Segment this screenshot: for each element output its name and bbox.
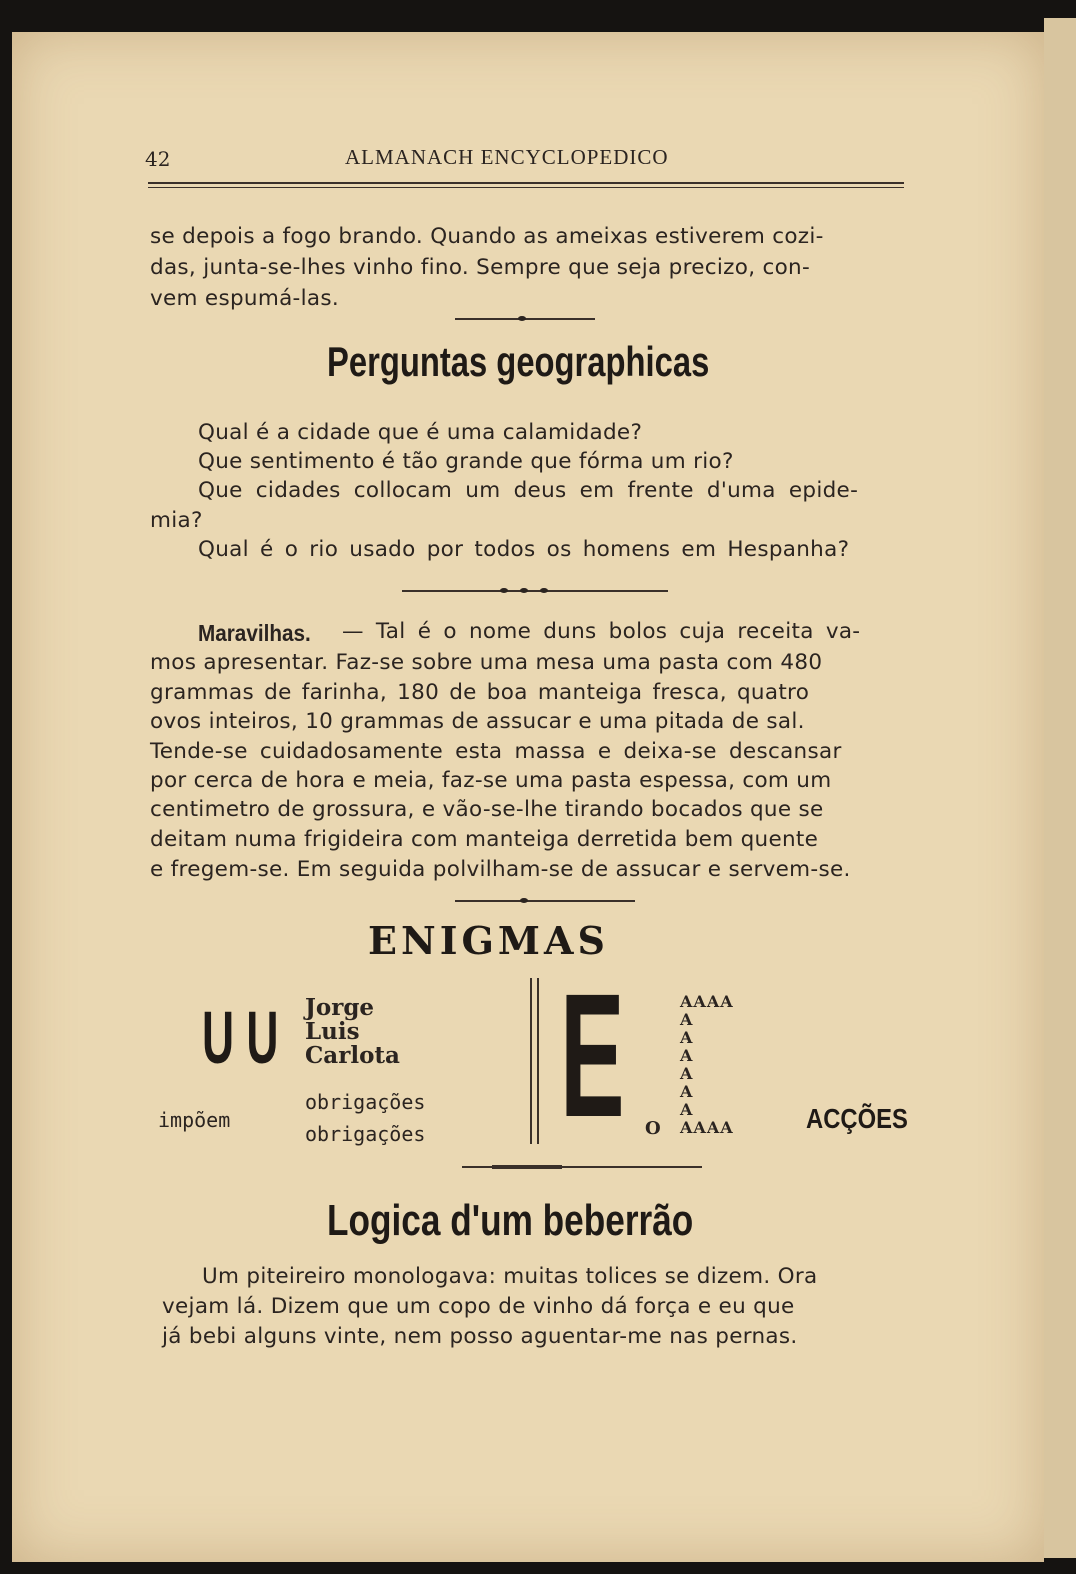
question-4: Qual é o rio usado por todos os homens em Hespanha? (198, 537, 850, 562)
enigma-letter-o: O (645, 1118, 661, 1139)
section-title-enigmas: ENIGMAS (368, 918, 609, 963)
enigma-divider (537, 978, 539, 1144)
separator-ornament (402, 590, 668, 592)
separator-ornament (455, 900, 635, 902)
maravilhas-line-9: e fregem-se. Em seguida polvilham-se de assucar e servem-se. (150, 857, 851, 882)
a-stack-top: AAAA (680, 992, 734, 1011)
a-stack-item: A (680, 1046, 693, 1065)
enigma-obligation-1: obrigações (305, 1090, 426, 1114)
a-stack-item: A (680, 1010, 693, 1029)
logica-line-3: já bebi alguns vinte, nem posso aguentar-me nas pernas. (162, 1324, 798, 1349)
a-stack-item: A (680, 1028, 693, 1047)
facing-page-edge (1044, 18, 1076, 1558)
enigma-obligation-2: obrigações (305, 1122, 426, 1146)
separator-dot (540, 588, 548, 593)
a-stack-item: A (680, 1064, 693, 1083)
separator-dot (520, 898, 528, 903)
maravilhas-heading: Maravilhas. (198, 620, 311, 646)
separator-dot (518, 316, 526, 321)
question-2: Que sentimento é tão grande que fórma um rio? (198, 449, 734, 474)
section-title-perguntas: Perguntas geographicas (327, 338, 710, 385)
enigma-word-impoem: impõem (158, 1108, 231, 1132)
question-3-cont: mia? (150, 508, 203, 533)
enigma-big-letters: U U (202, 996, 279, 1079)
maravilhas-line-5: Tende-se cuidadosamente esta massa e deixa-se descansar (150, 739, 842, 764)
enigma-name-1: Jorge (305, 994, 375, 1021)
a-stack-bottom: AAAA (680, 1118, 734, 1137)
maravilhas-line-3: grammas de farinha, 180 de boa manteiga fresca, quatro (150, 680, 810, 705)
header-rule-top (148, 182, 904, 184)
enigma-divider (530, 978, 532, 1144)
maravilhas-line-1: — Tal é o nome duns bolos cuja receita va- (342, 619, 861, 644)
enigma-word-accoes: ACÇÕES (806, 1103, 908, 1134)
header-rule-bottom (148, 187, 904, 188)
running-header: ALMANACH ENCYCLOPEDICO (345, 145, 669, 169)
page-number: 42 (145, 147, 171, 171)
recipe-line-3: vem espumá-las. (150, 286, 339, 311)
a-stack-item: A (680, 1100, 693, 1119)
maravilhas-line-6: por cerca de hora e meia, faz-se uma pasta espessa, com um (150, 768, 832, 793)
question-3: Que cidades collocam um deus em frente d'uma epide- (198, 478, 859, 503)
section-title-logica: Logica d'um beberrão (327, 1196, 694, 1245)
enigma-big-e: E (560, 958, 625, 1154)
maravilhas-line-7: centimetro de grossura, e vão-se-lhe tirando bocados que se (150, 797, 824, 822)
maravilhas-line-8: deitam numa frigideira com manteiga derretida bem quente (150, 827, 819, 852)
separator-dot (500, 588, 508, 593)
maravilhas-line-2: mos apresentar. Faz-se sobre uma mesa uma pasta com 480 (150, 650, 823, 675)
enigma-name-3: Carlota (305, 1042, 400, 1069)
separator-dot (520, 588, 528, 593)
logica-line-1: Um piteireiro monologava: muitas tolices se dizem. Ora (202, 1264, 818, 1289)
question-1: Qual é a cidade que é uma calamidade? (198, 420, 643, 445)
enigma-name-2: Luis (305, 1018, 360, 1045)
recipe-line-2: das, junta-se-lhes vinho fino. Sempre que seja precizo, con- (150, 255, 811, 280)
a-stack-item: A (680, 1082, 693, 1101)
recipe-line-1: se depois a fogo brando. Quando as ameixas estiverem cozi- (150, 224, 824, 249)
maravilhas-line-4: ovos inteiros, 10 grammas de assucar e uma pitada de sal. (150, 709, 805, 734)
separator-rule-thick (492, 1165, 562, 1169)
logica-line-2: vejam lá. Dizem que um copo de vinho dá força e eu que (162, 1294, 795, 1319)
